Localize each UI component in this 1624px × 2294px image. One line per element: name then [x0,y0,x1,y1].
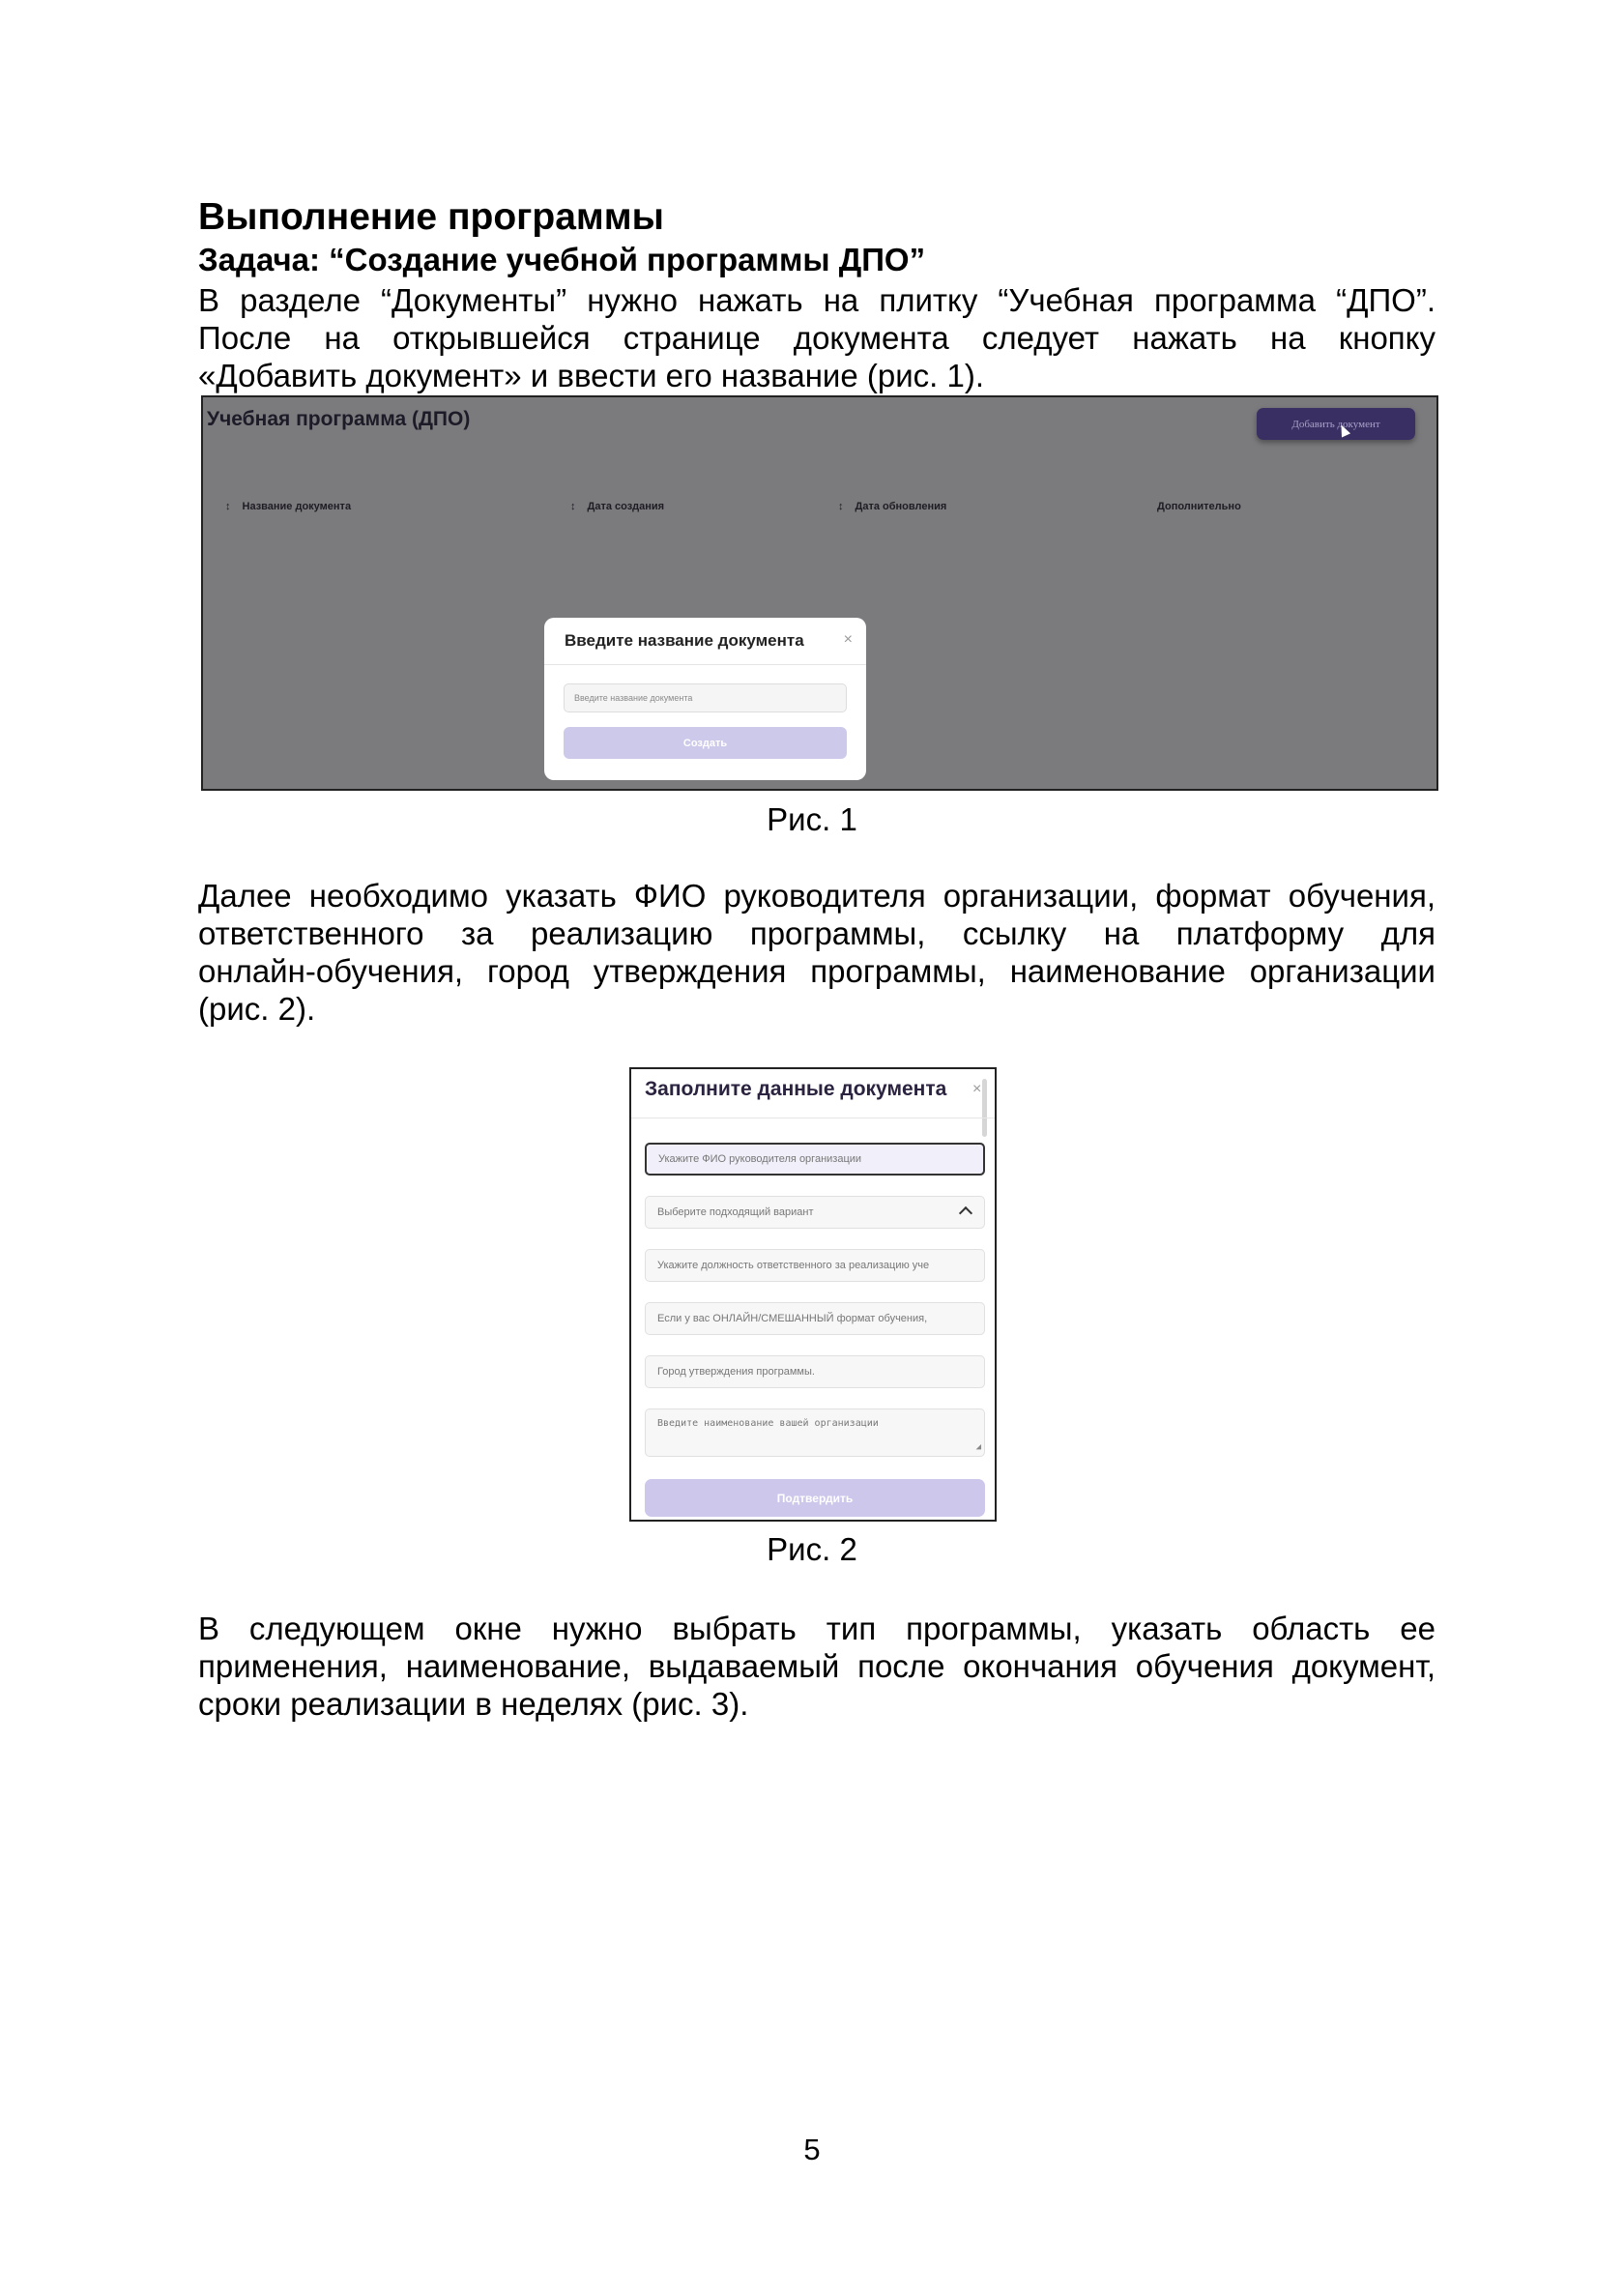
paragraph-details [198,877,1436,1028]
paragraph-line: В разделе “Документы” нужно нажать на плитку “Учебная программа “ДПО”. [198,282,1436,318]
column-header-created[interactable] [570,501,664,512]
paragraph-line: Далее необходимо указать ФИО руководителя организации, формат обучения, [198,878,1436,914]
add-document-button[interactable]: Добавить документ [1257,408,1415,440]
format-select[interactable] [645,1196,985,1229]
format-select-value: Выберите подходящий вариант [657,1206,814,1218]
sort-icon[interactable]: ↕ [225,501,231,512]
online-platform-input[interactable]: Если у вас ОНЛАЙН/СМЕШАННЫЙ формат обучения, [645,1302,985,1335]
resize-handle-icon[interactable]: ◢ [975,1442,981,1453]
scrollbar[interactable] [982,1079,987,1137]
paragraph-line: сроки реализации в неделях (рис. 3). [198,1686,749,1722]
organization-name-placeholder: Введите наименование вашей организации [657,1418,879,1429]
paragraph-next-window [198,1610,1436,1723]
form-title: Заполните данные документа [645,1078,947,1100]
confirm-button[interactable]: Подтвердить [645,1479,985,1517]
figure-2-screenshot [629,1067,997,1522]
create-button[interactable]: Создать [564,727,847,759]
director-name-input[interactable]: Укажите ФИО руководителя организации [645,1143,985,1176]
document-name-input[interactable]: Введите название документа [564,683,847,712]
paragraph-line: применения, наименование, выдаваемый после окончания обучения документ, [198,1648,1436,1684]
sort-icon[interactable]: ↕ [570,501,576,512]
document-name-modal [544,618,866,780]
paragraph-line: ответственного за реализацию программы, ссылку на платформу для [198,915,1436,951]
figure-1-screenshot [201,395,1438,791]
close-icon[interactable]: × [972,1081,982,1097]
column-header-name[interactable] [225,501,351,512]
column-header-label: Дата создания [587,501,665,512]
paragraph-line: (рис. 2). [198,991,316,1027]
close-icon[interactable]: × [843,631,853,648]
paragraph-line: онлайн-обучения, город утверждения программы, наименование организации [198,953,1436,989]
fig1-page-title: Учебная программа (ДПО) [207,408,471,430]
task-subheading: Задача: “Создание учебной программы ДПО” [198,242,926,277]
paragraph-line: «Добавить документ» и ввести его название (рис. 1). [198,358,985,393]
page-number: 5 [803,2133,821,2166]
organization-name-textarea[interactable] [645,1408,985,1457]
chevron-up-icon [959,1206,972,1220]
sort-icon[interactable]: ↕ [838,501,844,512]
figure-2-caption: Рис. 2 [767,1531,857,1567]
column-header-updated[interactable] [838,501,946,512]
column-header-label: Дата обновления [855,501,947,512]
responsible-position-input[interactable]: Укажите должность ответственного за реализацию уче [645,1249,985,1282]
section-heading: Выполнение программы [198,196,664,238]
paragraph-intro [198,281,1436,394]
column-header-label: Название документа [242,501,352,512]
approval-city-input[interactable]: Город утверждения программы. [645,1355,985,1388]
figure-1-caption: Рис. 1 [767,801,857,837]
modal-divider [544,664,866,665]
paragraph-line: В следующем окне нужно выбрать тип программы, указать область ее [198,1611,1436,1646]
column-header-extra: Дополнительно [1157,501,1241,512]
paragraph-line: После на открывшейся странице документа следует нажать на кнопку [198,320,1436,356]
modal-title: Введите название документа [565,631,804,650]
